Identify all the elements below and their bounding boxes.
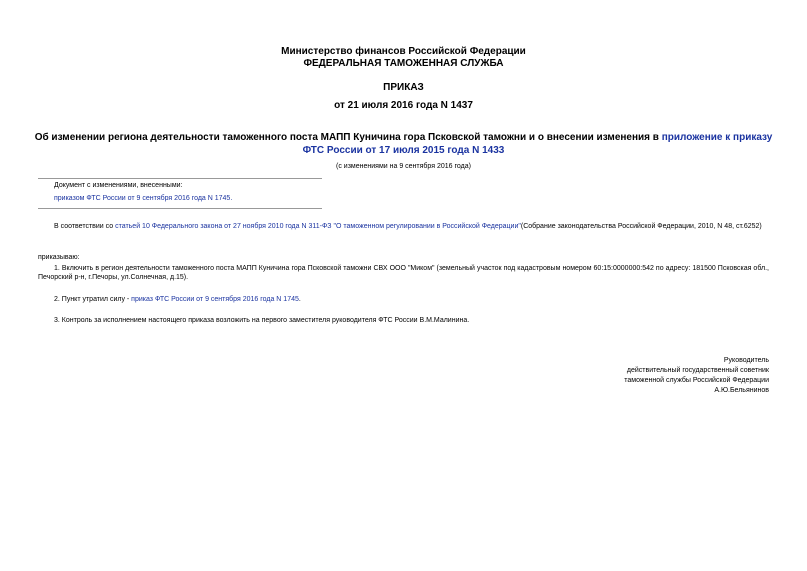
signature-rank-line-2: таможенной службы Российской Федерации bbox=[624, 377, 769, 384]
changes-order-link[interactable]: приказом ФТС России от 9 сентября 2016 года N 1745. bbox=[54, 195, 233, 202]
changes-heading: Документ с изменениями, внесенными: bbox=[54, 182, 183, 189]
order-title: ПРИКАЗ bbox=[383, 82, 424, 93]
law-title-link[interactable]: "О таможенном регулировании в Российской Федерации" bbox=[333, 223, 521, 230]
signature-block bbox=[520, 356, 769, 396]
signature-position: Руководитель bbox=[723, 357, 769, 364]
service-name: ФЕДЕРАЛЬНАЯ ТАМОЖЕННАЯ СЛУЖБА bbox=[303, 58, 504, 69]
order-item-2-text: 2. Пункт утратил силу - bbox=[54, 296, 132, 303]
preamble-paragraph bbox=[38, 222, 769, 231]
order-item-3: 3. Контроль за исполнением настоящего приказа возложить на первого заместителя руководителя ФТС России В.М.Малинина. bbox=[54, 317, 470, 324]
ministry-name: Министерство финансов Российской Федерации bbox=[281, 46, 526, 57]
order-item-2-end: . bbox=[298, 296, 301, 303]
signature-name: А.Ю.Бельянинов bbox=[714, 387, 769, 394]
divider-top bbox=[38, 178, 322, 179]
preamble-text-end: (Собрание законодательства Российской Федерации, 2010, N 48, ст.6252) bbox=[520, 223, 762, 230]
document-title bbox=[30, 131, 777, 157]
preamble-text-start: В соответствии со bbox=[54, 223, 116, 230]
law-article-link[interactable]: статьей 10 Федерального закона от 27 ноября 2010 года N 311-ФЗ bbox=[115, 223, 332, 230]
order-item-1: 1. Включить в регион деятельности таможенного поста МАПП Куничина гора Псковской таможни СВХ ООО "Миком" (земельный участок под кадастровым номером 60:15:0000000:542 по адресу: 181500 Псковская обл., Печорский р-н, г.Печоры, ул.Солнечная, д.15). bbox=[38, 265, 769, 281]
revision-note: (с изменениями на 9 сентября 2016 года) bbox=[336, 163, 471, 170]
order-word: приказываю: bbox=[38, 254, 80, 261]
title-appendix-link[interactable]: приложение к приказу ФТС России от 17 июля 2015 года N 1433 bbox=[302, 132, 773, 156]
document-title-text: Об изменении региона деятельности таможенного поста МАПП Куничина гора Псковской таможни и о внесении изменения в bbox=[34, 132, 662, 143]
order-item-2-link[interactable]: приказ ФТС России от 9 сентября 2016 года N 1745 bbox=[131, 296, 299, 303]
divider-bottom bbox=[38, 208, 322, 209]
signature-rank-line-1: действительный государственный советник bbox=[626, 367, 769, 374]
order-item-2 bbox=[54, 295, 301, 304]
order-date: от 21 июля 2016 года N 1437 bbox=[334, 100, 473, 111]
